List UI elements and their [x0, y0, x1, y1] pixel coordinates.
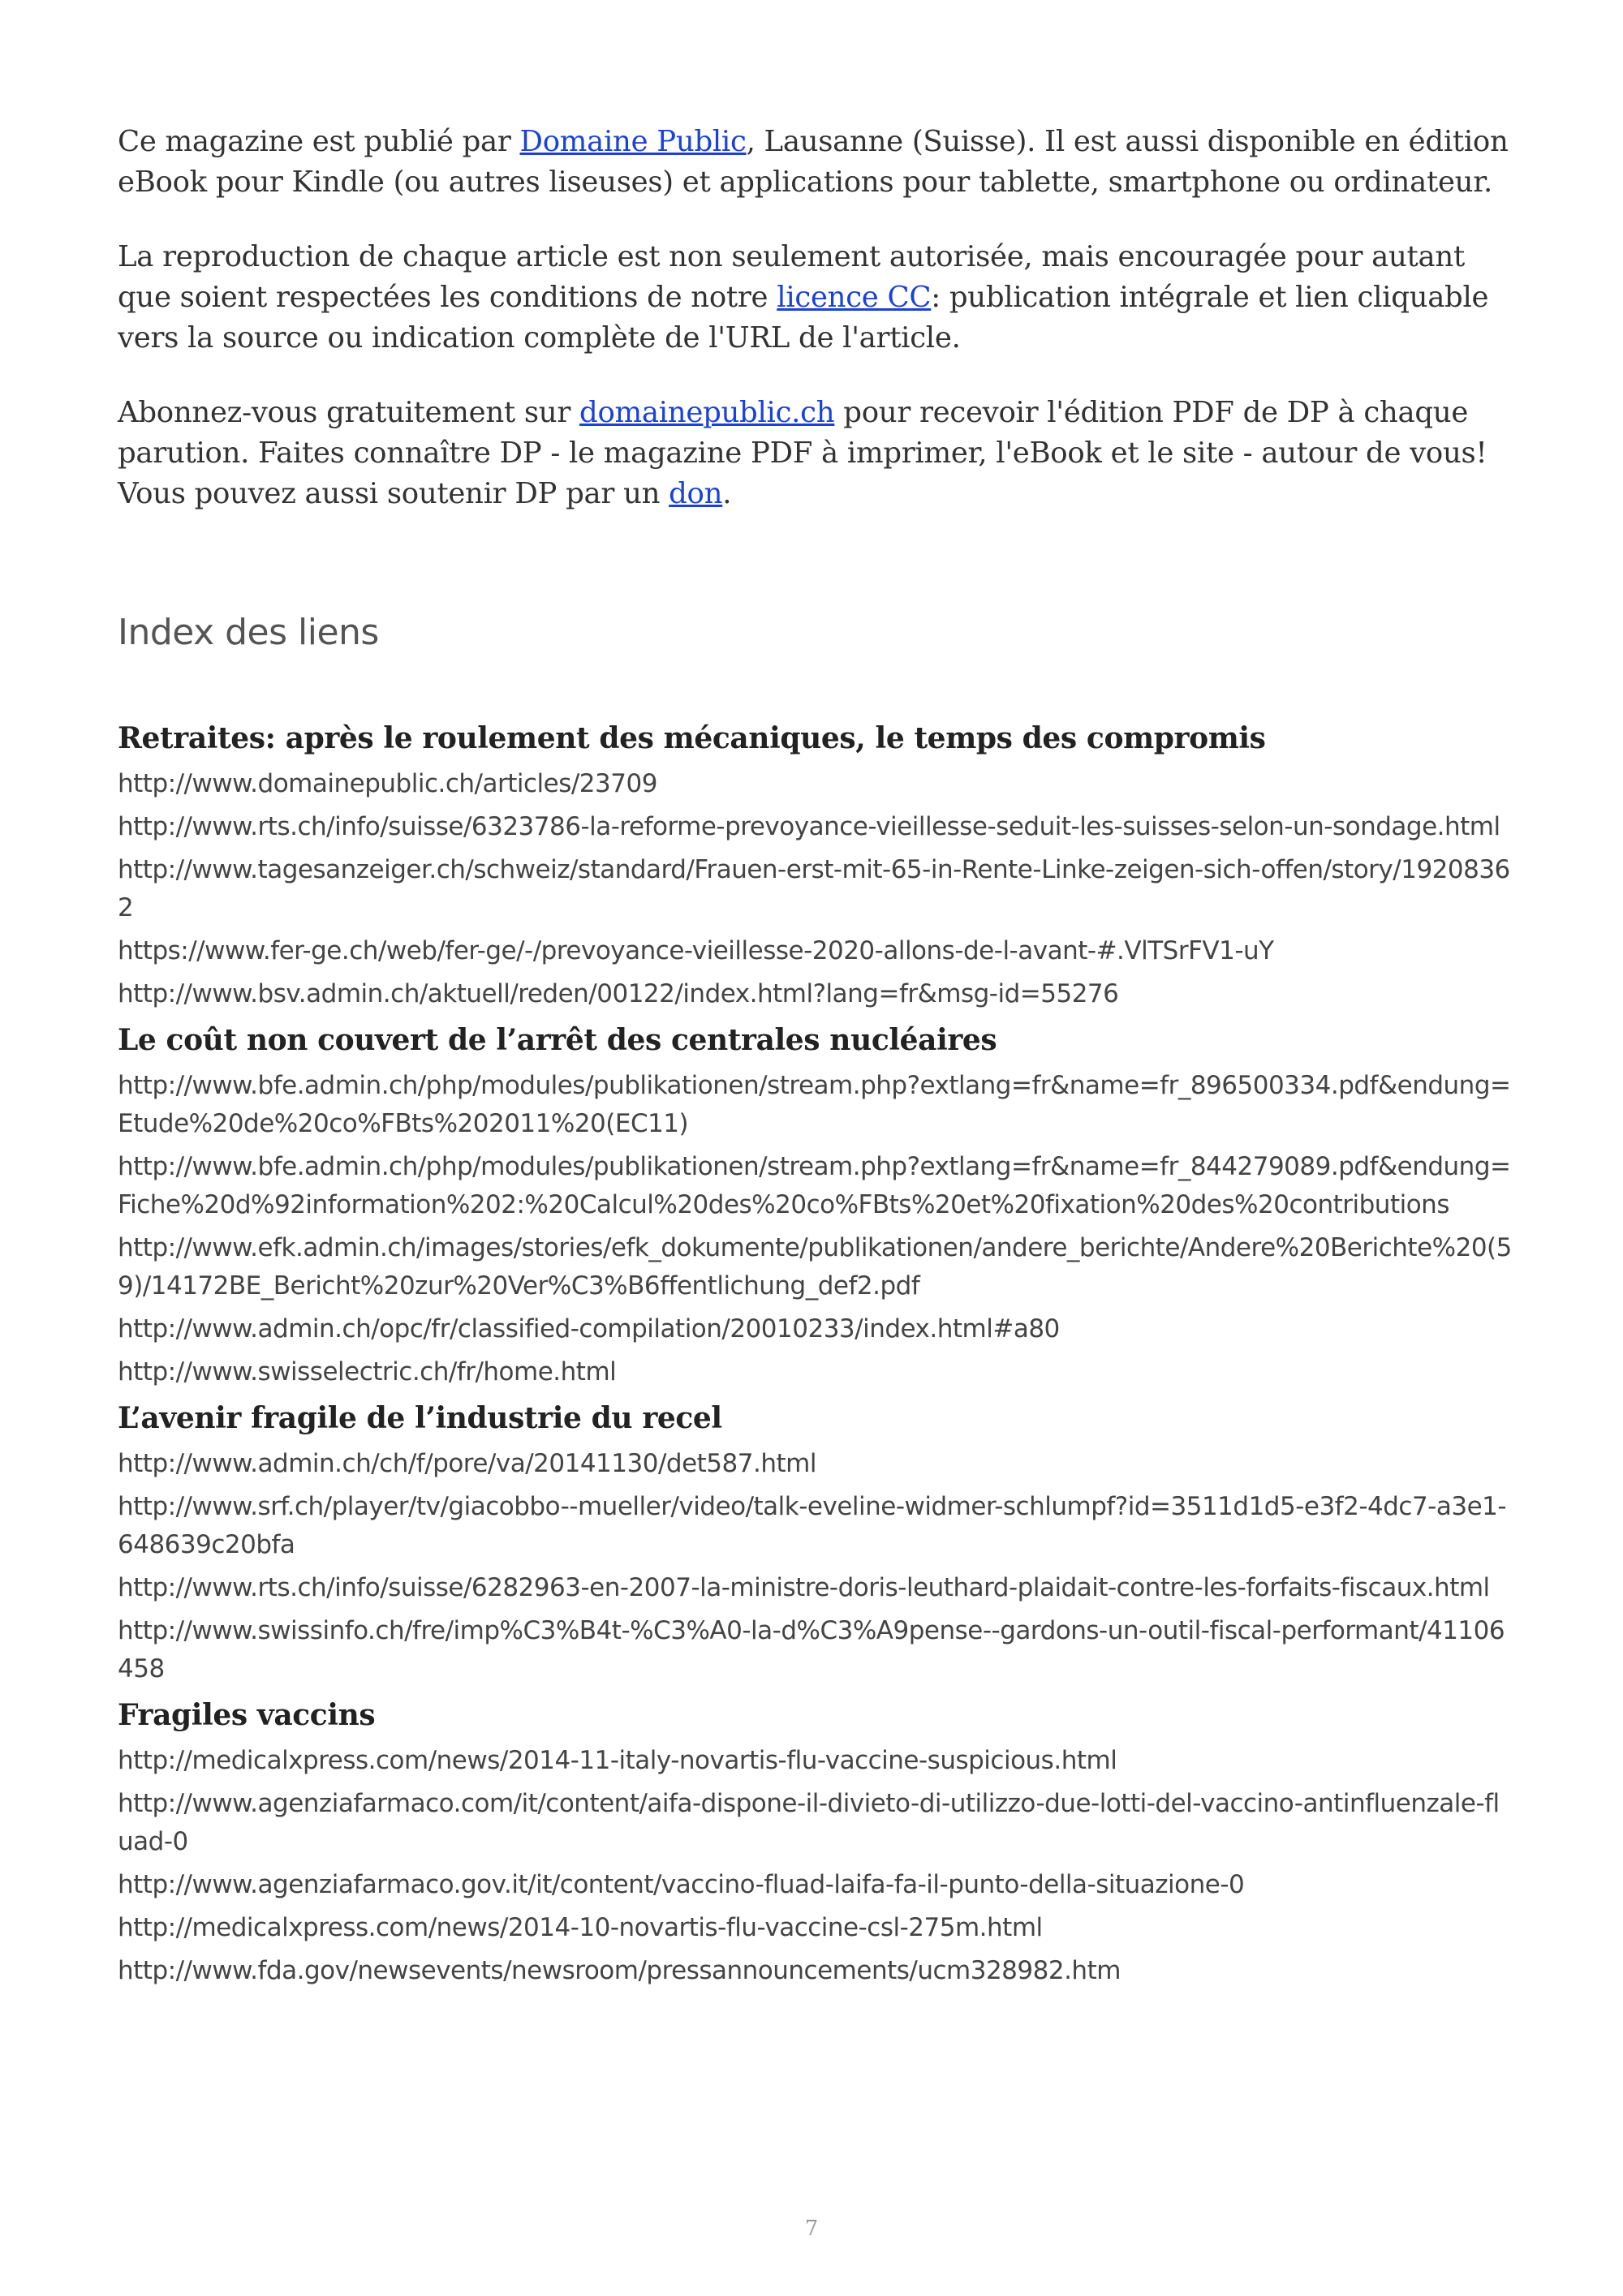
article-url[interactable]: http://www.admin.ch/opc/fr/classified-compilation/20010233/index.html#a80	[118, 1314, 1060, 1344]
article-url[interactable]: http://www.swissinfo.ch/fre/imp%C3%B4t-%C3%A0-la-d%C3%A9pense--gardons-un-outil-fiscal-performant/41106458	[118, 1616, 1505, 1683]
article-url[interactable]: http://www.admin.ch/ch/f/pore/va/20141130/det587.html	[118, 1449, 816, 1478]
article-title: Le coût non couvert de l’arrêt des centrales nucléaires	[118, 1023, 997, 1057]
intro-p2-text-before: La reproduction de chaque article est non seulement autorisée, mais encouragée pour autant que soient respectées les conditions de notre	[118, 240, 1465, 314]
article-url[interactable]: http://www.domainepublic.ch/articles/23709	[118, 769, 657, 798]
don-link[interactable]: don	[669, 477, 723, 510]
article-entry-retraites	[118, 718, 1513, 1013]
article-entry-centrales-nucleaires	[118, 1020, 1513, 1391]
article-url[interactable]: http://www.srf.ch/player/tv/giacobbo--mueller/video/talk-eveline-widmer-schlumpf?id=3511d1d5-e3f2-4dc7-a3e1-648639c20bfa	[118, 1492, 1507, 1559]
intro-p1-text-after: , Lausanne (Suisse). Il est aussi disponible en édition eBook pour Kindle (ou autres liseuses) et applications pour tablette, smartphone ou ordinateur.	[118, 125, 1509, 199]
article-url[interactable]: http://www.bfe.admin.ch/php/modules/publikationen/stream.php?extlang=fr&name=fr_844279089.pdf&endung=Fiche%20d%92information%202:%20Calcul%20des%20co%FBts%20et%20fixation%20des%20contributions	[118, 1152, 1511, 1219]
article-title: L’avenir fragile de l’industrie du recel	[118, 1401, 722, 1435]
article-url[interactable]: http://medicalxpress.com/news/2014-11-italy-novartis-flu-vaccine-suspicious.html	[118, 1746, 1117, 1775]
domaine-public-link[interactable]: Domaine Public	[519, 125, 747, 158]
article-url[interactable]: http://www.efk.admin.ch/images/stories/efk_dokumente/publikationen/andere_berichte/Andere%20Berichte%20(59)/14172BE_Bericht%20zur%20Ver%C3%B6ffentlichung_def2.pdf	[118, 1233, 1512, 1301]
article-url[interactable]: http://www.swisselectric.ch/fr/home.html	[118, 1357, 617, 1387]
licence-cc-link[interactable]: licence CC	[777, 281, 932, 314]
article-url[interactable]: http://www.agenziafarmaco.com/it/content/aifa-dispone-il-divieto-di-utilizzo-due-lotti-del-vaccino-antinfluenzale-fluad-0	[118, 1789, 1500, 1856]
article-url[interactable]: http://www.rts.ch/info/suisse/6323786-la-reforme-prevoyance-vieillesse-seduit-les-suisses-selon-un-sondage.html	[118, 812, 1500, 841]
article-url[interactable]: http://www.rts.ch/info/suisse/6282963-en-2007-la-ministre-doris-leuthard-plaidait-contre-les-forfaits-fiscaux.html	[118, 1573, 1490, 1602]
intro-p3-text-middle: pour recevoir l'édition PDF de DP à chaque parution. Faites connaître DP - le magazine PDF à imprimer, l'eBook et le site - autour de vous! Vous pouvez aussi soutenir DP par un	[118, 396, 1487, 510]
article-url[interactable]: http://www.fda.gov/newsevents/newsroom/pressannouncements/ucm328982.htm	[118, 1956, 1121, 1985]
article-title: Retraites: après le roulement des mécaniques, le temps des compromis	[118, 721, 1266, 755]
domainepublic-link[interactable]: domainepublic.ch	[579, 396, 835, 429]
article-url[interactable]: http://medicalxpress.com/news/2014-10-novartis-flu-vaccine-csl-275m.html	[118, 1913, 1043, 1942]
intro-p2-text-after: : publication intégrale et lien cliquable vers la source ou indication complète de l'URL de l'article.	[118, 281, 1489, 355]
article-url[interactable]: http://www.agenziafarmaco.gov.it/it/content/vaccino-fluad-laifa-fa-il-punto-della-situazione-0	[118, 1870, 1245, 1899]
index-title: Index des liens	[118, 612, 379, 653]
intro-p3-text-after: .	[722, 477, 732, 510]
intro-p3-text-before: Abonnez-vous gratuitement sur	[118, 396, 580, 429]
article-entry-recel	[118, 1398, 1513, 1688]
article-title: Fragiles vaccins	[118, 1698, 376, 1732]
article-url[interactable]: http://www.tagesanzeiger.ch/schweiz/standard/Frauen-erst-mit-65-in-Rente-Linke-zeigen-sich-offen/story/19208362	[118, 855, 1510, 922]
intro-paragraph-subscribe	[118, 393, 1513, 514]
page-number: 7	[804, 2216, 819, 2241]
article-url[interactable]: http://www.bsv.admin.ch/aktuell/reden/00122/index.html?lang=fr&msg-id=55276	[118, 979, 1119, 1008]
intro-p1-text-before: Ce magazine est publié par	[118, 125, 520, 158]
intro-paragraph-publisher	[118, 122, 1513, 203]
document-page	[118, 122, 1513, 1997]
article-url[interactable]: https://www.fer-ge.ch/web/fer-ge/-/prevoyance-vieillesse-2020-allons-de-l-avant-#.VlTSrFV1-uY	[118, 936, 1274, 965]
intro-paragraph-license	[118, 237, 1513, 359]
article-entry-vaccins	[118, 1695, 1513, 1990]
article-url[interactable]: http://www.bfe.admin.ch/php/modules/publikationen/stream.php?extlang=fr&name=fr_896500334.pdf&endung=Etude%20de%20co%FBts%202011%20(EC11)	[118, 1071, 1511, 1138]
